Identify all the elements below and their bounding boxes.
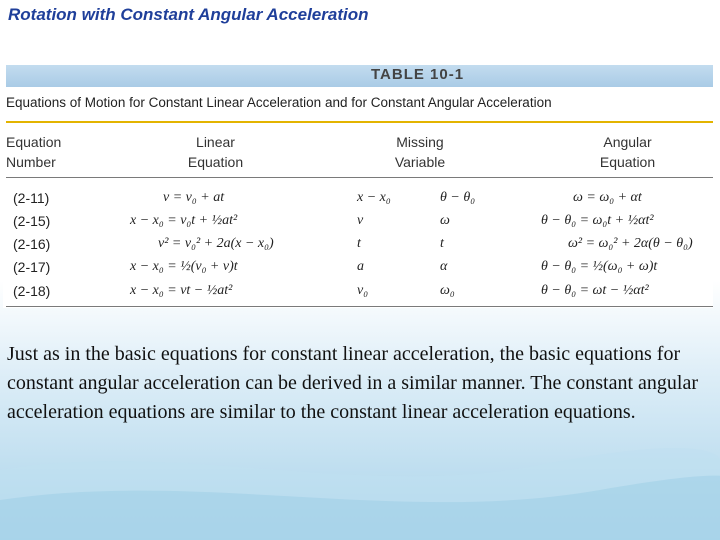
- equation-number: (2-16): [13, 236, 51, 252]
- background-wave: [0, 430, 720, 540]
- angular-equation: θ − θ₀ = ωt − ½αt²: [541, 283, 649, 298]
- slide-title: Rotation with Constant Angular Acceleration: [8, 5, 369, 24]
- linear-equation: x − x₀ = vt − ½at²: [130, 283, 233, 298]
- linear-equation: v = v₀ + at: [163, 190, 225, 205]
- table-figure: [3, 63, 713, 308]
- linear-equation: x − x₀ = v₀t + ½at²: [130, 213, 238, 228]
- equation-number: (2-18): [13, 283, 51, 299]
- table-bottom-rule: [6, 306, 713, 307]
- linear-equation: v² = v₀² + 2a(x − x₀): [158, 236, 274, 251]
- angular-equation: ω = ω₀ + αt: [573, 190, 642, 205]
- table-number: TABLE 10-1: [371, 66, 465, 83]
- missing-angular-variable: θ − θ₀: [440, 190, 476, 205]
- missing-angular-variable: α: [440, 259, 448, 274]
- header-equation-number: Equation Number: [6, 134, 62, 170]
- header-rule: [6, 177, 713, 178]
- angular-equation: θ − θ₀ = ½(ω₀ + ω)t: [541, 259, 658, 274]
- table-caption: Equations of Motion for Constant Linear Acceleration and for Constant Angular Acceleration: [6, 95, 552, 110]
- equation-number: (2-15): [13, 213, 51, 229]
- angular-equation: ω² = ω₀² + 2α(θ − θ₀): [568, 236, 693, 251]
- missing-angular-variable: t: [440, 236, 444, 251]
- missing-linear-variable: v: [357, 213, 364, 228]
- missing-linear-variable: t: [357, 236, 361, 251]
- linear-equation: x − x₀ = ½(v₀ + v)t: [130, 259, 238, 274]
- missing-angular-variable: ω₀: [440, 283, 455, 298]
- body-paragraph: Just as in the basic equations for constant linear acceleration, the basic equations for constant angular acceleration can be derived in a similar manner. The constant angular acceleration equations are similar to the constant linear acceleration equations.: [7, 343, 699, 423]
- missing-linear-variable: a: [357, 259, 364, 274]
- table-banner: [6, 65, 713, 87]
- angular-equation: θ − θ₀ = ω₀t + ½αt²: [541, 213, 654, 228]
- header-angular-equation: Angular Equation: [599, 134, 656, 170]
- header-missing-variable: Missing Variable: [394, 134, 446, 170]
- caption-rule: [6, 121, 713, 123]
- equation-number: (2-11): [13, 190, 50, 206]
- missing-angular-variable: ω: [440, 213, 450, 228]
- equation-number: (2-17): [13, 259, 51, 275]
- missing-linear-variable: x − x₀: [357, 190, 391, 205]
- header-linear-equation: Linear Equation: [187, 134, 244, 170]
- missing-linear-variable: v₀: [357, 283, 369, 298]
